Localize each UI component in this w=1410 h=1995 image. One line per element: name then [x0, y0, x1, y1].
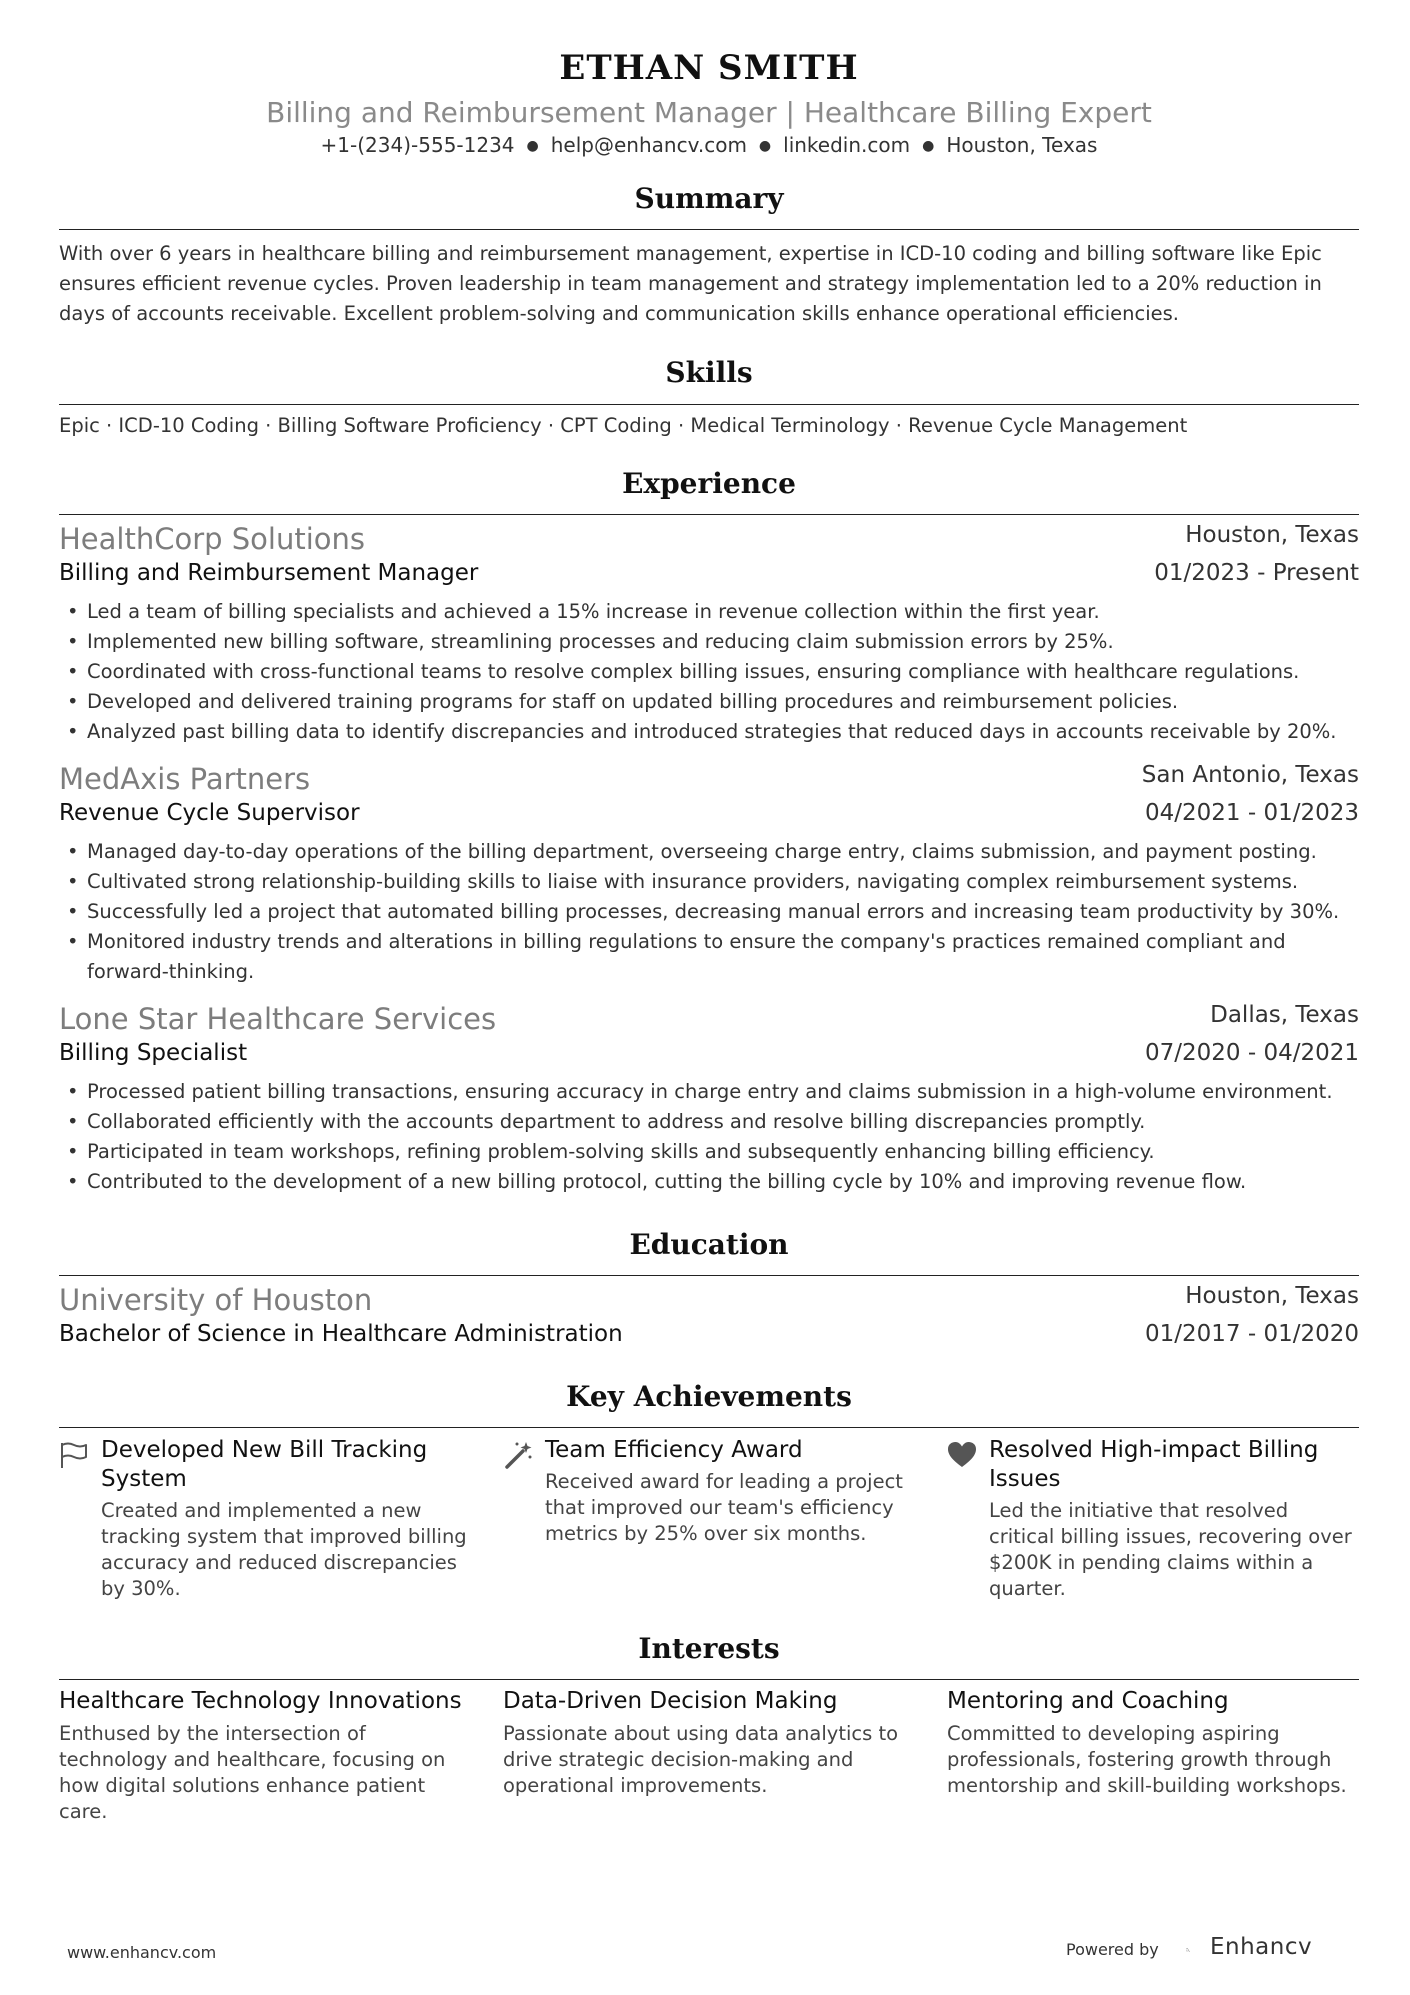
contact-website[interactable]: linkedin.com — [783, 133, 911, 157]
job-location: Dallas, Texas — [1210, 1002, 1359, 1028]
education-degree: Bachelor of Science in Healthcare Administration — [59, 1321, 623, 1347]
job-company: HealthCorp Solutions — [59, 522, 366, 556]
education-heading: Education — [629, 1228, 789, 1261]
footer-website[interactable]: www.enhancv.com — [67, 1943, 217, 1962]
job-location: Houston, Texas — [1185, 522, 1359, 548]
contact-email[interactable]: help@enhancv.com — [550, 133, 747, 157]
interest-title: Healthcare Technology Innovations — [59, 1688, 462, 1714]
achievement-title: Developed New Bill Tracking System — [101, 1437, 428, 1492]
job-bullet: • Collaborated efficiently with the accounts department to address and resolve billing discrepancies promptly. — [59, 1107, 1359, 1137]
contact-line — [59, 133, 1359, 157]
interest-title: Data-Driven Decision Making — [503, 1688, 838, 1714]
job-dates: 01/2023 - Present — [1154, 560, 1359, 586]
footer-brand[interactable]: Enhancv — [1210, 1934, 1313, 1960]
interest-text: Enthused by the intersection of technology and healthcare, focusing on how digital solutions enhance patient care. — [59, 1722, 446, 1823]
separator-dot: ● — [526, 138, 539, 154]
job-bullet: • Developed and delivered training programs for staff on updated billing procedures and reimbursement policies. — [59, 687, 1359, 717]
interest-text: Committed to developing aspiring professionals, fostering growth through mentorship and skill-building workshops. — [947, 1722, 1347, 1797]
job-bullets — [59, 837, 1359, 987]
job-role: Billing Specialist — [59, 1040, 248, 1066]
job-bullet: • Successfully led a project that automated billing processes, decreasing manual errors and increasing team productivity by 30%. — [59, 897, 1359, 927]
heart-icon — [947, 1440, 977, 1470]
contact-phone: +1-(234)-555-1234 — [320, 133, 515, 157]
job-bullet: • Processed patient billing transactions, ensuring accuracy in charge entry and claims submission in a high-volume environment. — [59, 1077, 1359, 1107]
job-role: Revenue Cycle Supervisor — [59, 800, 360, 826]
summary-heading: Summary — [634, 182, 784, 215]
job-bullet: • Managed day-to-day operations of the billing department, overseeing charge entry, claims submission, and payment posting. — [59, 837, 1359, 867]
summary-text: With over 6 years in healthcare billing and reimbursement management, expertise in ICD-10 coding and billing software like Epic ensures efficient revenue cycles. Proven leadership in team management and strategy implementation led to a 20% reduction in days of accounts receivable. Excellent problem-solving and communication skills enhance operational efficiencies. — [59, 242, 1322, 325]
separator-dot: ● — [922, 138, 935, 154]
achievements-heading: Key Achievements — [566, 1380, 852, 1413]
achievement-title: Resolved High-impact Billing Issues — [989, 1437, 1319, 1492]
job-bullets — [59, 597, 1359, 747]
education-divider — [59, 1275, 1359, 1276]
job-bullet: • Monitored industry trends and alterations in billing regulations to ensure the company's practices remained compliant and forward-thinking. — [59, 927, 1359, 987]
contact-location: Houston, Texas — [946, 133, 1098, 157]
job-bullet: • Cultivated strong relationship-building skills to liaise with insurance providers, navigating complex reimbursement systems. — [59, 867, 1359, 897]
skills-heading: Skills — [665, 356, 753, 389]
summary-divider — [59, 229, 1359, 230]
experience-heading: Experience — [622, 467, 796, 500]
skills-list: Epic · ICD-10 Coding · Billing Software Proficiency · CPT Coding · Medical Terminology · Revenue Cycle Management — [59, 414, 1188, 437]
enhancv-logo-icon — [1186, 1930, 1210, 1970]
magic-wand-icon — [503, 1440, 533, 1470]
job-company: Lone Star Healthcare Services — [59, 1002, 497, 1036]
job-role: Billing and Reimbursement Manager — [59, 560, 479, 586]
job-bullet: • Implemented new billing software, streamlining processes and reducing claim submission errors by 25%. — [59, 627, 1359, 657]
job-bullet: • Contributed to the development of a new billing protocol, cutting the billing cycle by 10% and improving revenue flow. — [59, 1167, 1359, 1197]
candidate-headline: Billing and Reimbursement Manager | Healthcare Billing Expert — [266, 96, 1152, 129]
job-bullet: • Analyzed past billing data to identify discrepancies and introduced strategies that reduced days in accounts receivable by 20%. — [59, 717, 1359, 747]
flag-icon — [59, 1440, 89, 1470]
skills-divider — [59, 404, 1359, 405]
job-dates: 04/2021 - 01/2023 — [1144, 800, 1359, 826]
job-dates: 07/2020 - 04/2021 — [1144, 1040, 1359, 1066]
achievement-title: Team Efficiency Award — [545, 1437, 803, 1463]
footer-powered-by: Powered by — [1066, 1940, 1159, 1959]
job-bullet: • Coordinated with cross-functional teams to resolve complex billing issues, ensuring compliance with healthcare regulations. — [59, 657, 1359, 687]
achievement-text: Received award for leading a project that improved our team's efficiency metrics by 25% over six months. — [545, 1470, 903, 1545]
job-company: MedAxis Partners — [59, 762, 311, 796]
education-school: University of Houston — [59, 1283, 373, 1317]
achievement-text: Led the initiative that resolved critical billing issues, recovering over $200K in pending claims within a quarter. — [989, 1499, 1352, 1600]
achievement-text: Created and implemented a new tracking system that improved billing accuracy and reduced discrepancies by 30%. — [101, 1499, 467, 1600]
job-bullets — [59, 1077, 1359, 1197]
job-bullet: • Led a team of billing specialists and achieved a 15% increase in revenue collection within the first year. — [59, 597, 1359, 627]
education-dates: 01/2017 - 01/2020 — [1144, 1321, 1359, 1347]
interests-divider — [59, 1679, 1359, 1680]
interests-heading: Interests — [638, 1632, 780, 1665]
candidate-name: ETHAN SMITH — [559, 48, 859, 88]
education-location: Houston, Texas — [1185, 1283, 1359, 1309]
separator-dot: ● — [758, 138, 772, 154]
job-location: San Antonio, Texas — [1141, 762, 1359, 788]
interest-text: Passionate about using data analytics to drive strategic decision-making and operational improvements. — [503, 1722, 899, 1797]
interest-title: Mentoring and Coaching — [947, 1688, 1229, 1714]
experience-divider — [59, 514, 1359, 515]
job-bullet: • Participated in team workshops, refining problem-solving skills and subsequently enhancing billing efficiency. — [59, 1137, 1359, 1167]
achievements-divider — [59, 1427, 1359, 1428]
